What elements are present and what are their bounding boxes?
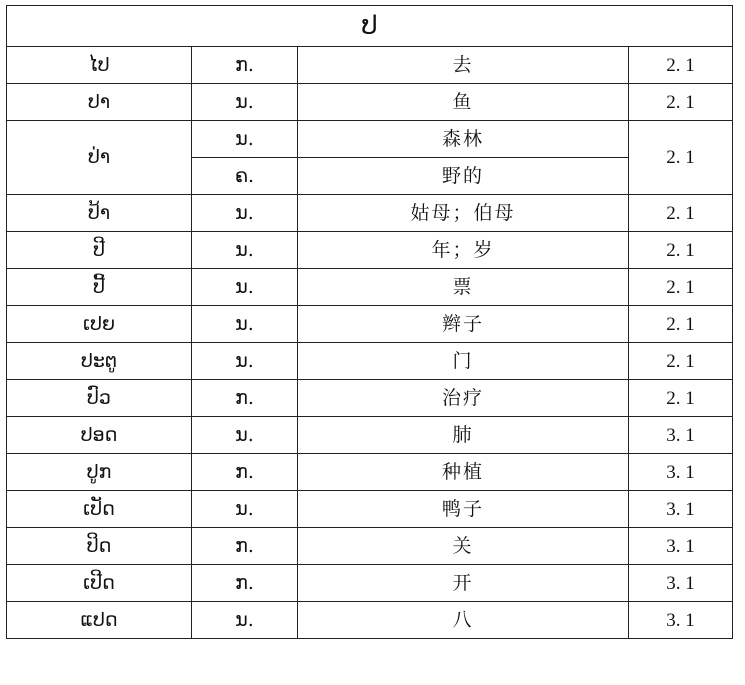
table-row <box>7 269 733 306</box>
section-letter-header: ປ <box>7 6 733 47</box>
chinese-meaning: 年；岁 <box>298 232 629 269</box>
lesson-ref: 2. 1 <box>629 343 733 380</box>
table-row <box>7 343 733 380</box>
lesson-ref: 3. 1 <box>629 528 733 565</box>
table-row <box>7 195 733 232</box>
lesson-ref: 3. 1 <box>629 417 733 454</box>
table-row <box>7 565 733 602</box>
table-row <box>7 84 733 121</box>
part-of-speech: ນ. <box>192 343 298 380</box>
lao-word: ປ່າ <box>7 121 192 195</box>
lesson-ref: 2. 1 <box>629 269 733 306</box>
chinese-meaning: 鸭子 <box>298 491 629 528</box>
chinese-meaning: 肺 <box>298 417 629 454</box>
table-row <box>7 417 733 454</box>
table-row <box>7 528 733 565</box>
chinese-meaning: 治疗 <box>298 380 629 417</box>
lesson-ref: 2. 1 <box>629 380 733 417</box>
lesson-ref: 2. 1 <box>629 232 733 269</box>
chinese-meaning: 开 <box>298 565 629 602</box>
part-of-speech: ນ. <box>192 491 298 528</box>
chinese-meaning: 鱼 <box>298 84 629 121</box>
lesson-ref: 3. 1 <box>629 454 733 491</box>
table-row <box>7 232 733 269</box>
lao-word: ເປັດ <box>7 491 192 528</box>
table-row <box>7 380 733 417</box>
table-row <box>7 454 733 491</box>
part-of-speech: ນ. <box>192 269 298 306</box>
part-of-speech: ນ. <box>192 195 298 232</box>
part-of-speech: ນ. <box>192 417 298 454</box>
table-row <box>7 121 733 158</box>
part-of-speech: ຄ. <box>192 158 298 195</box>
vocabulary-table <box>6 5 733 639</box>
chinese-meaning: 门 <box>298 343 629 380</box>
table-row <box>7 47 733 84</box>
lesson-ref: 3. 1 <box>629 602 733 639</box>
chinese-meaning: 种植 <box>298 454 629 491</box>
part-of-speech: ກ. <box>192 47 298 84</box>
chinese-meaning: 野的 <box>298 158 629 195</box>
part-of-speech: ນ. <box>192 121 298 158</box>
lao-word: ປ້າ <box>7 195 192 232</box>
lao-word: ເປີດ <box>7 565 192 602</box>
lao-word: ໄປ <box>7 47 192 84</box>
chinese-meaning: 八 <box>298 602 629 639</box>
lesson-ref: 2. 1 <box>629 84 733 121</box>
lao-word: ປະຕູ <box>7 343 192 380</box>
part-of-speech: ກ. <box>192 380 298 417</box>
lao-word: ເປຍ <box>7 306 192 343</box>
lesson-ref: 3. 1 <box>629 491 733 528</box>
chinese-meaning: 姑母；伯母 <box>298 195 629 232</box>
lesson-ref: 3. 1 <box>629 565 733 602</box>
chinese-meaning: 票 <box>298 269 629 306</box>
table-row <box>7 491 733 528</box>
chinese-meaning: 森林 <box>298 121 629 158</box>
part-of-speech: ກ. <box>192 528 298 565</box>
lao-word: ປອດ <box>7 417 192 454</box>
part-of-speech: ນ. <box>192 232 298 269</box>
chinese-meaning: 关 <box>298 528 629 565</box>
chinese-meaning: 辫子 <box>298 306 629 343</box>
part-of-speech: ກ. <box>192 454 298 491</box>
lesson-ref: 2. 1 <box>629 121 733 195</box>
lesson-ref: 2. 1 <box>629 195 733 232</box>
lesson-ref: 2. 1 <box>629 306 733 343</box>
part-of-speech: ນ. <box>192 602 298 639</box>
lao-word: ປິດ <box>7 528 192 565</box>
lao-word: ປີ້ <box>7 269 192 306</box>
table-row <box>7 602 733 639</box>
lao-word: ປີ <box>7 232 192 269</box>
table-header-row <box>7 6 733 47</box>
part-of-speech: ນ. <box>192 306 298 343</box>
lao-word: ແປດ <box>7 602 192 639</box>
lesson-ref: 2. 1 <box>629 47 733 84</box>
part-of-speech: ນ. <box>192 84 298 121</box>
part-of-speech: ກ. <box>192 565 298 602</box>
lao-word: ປູກ <box>7 454 192 491</box>
lao-word: ປາ <box>7 84 192 121</box>
lao-word: ປົວ <box>7 380 192 417</box>
table-row <box>7 306 733 343</box>
chinese-meaning: 去 <box>298 47 629 84</box>
